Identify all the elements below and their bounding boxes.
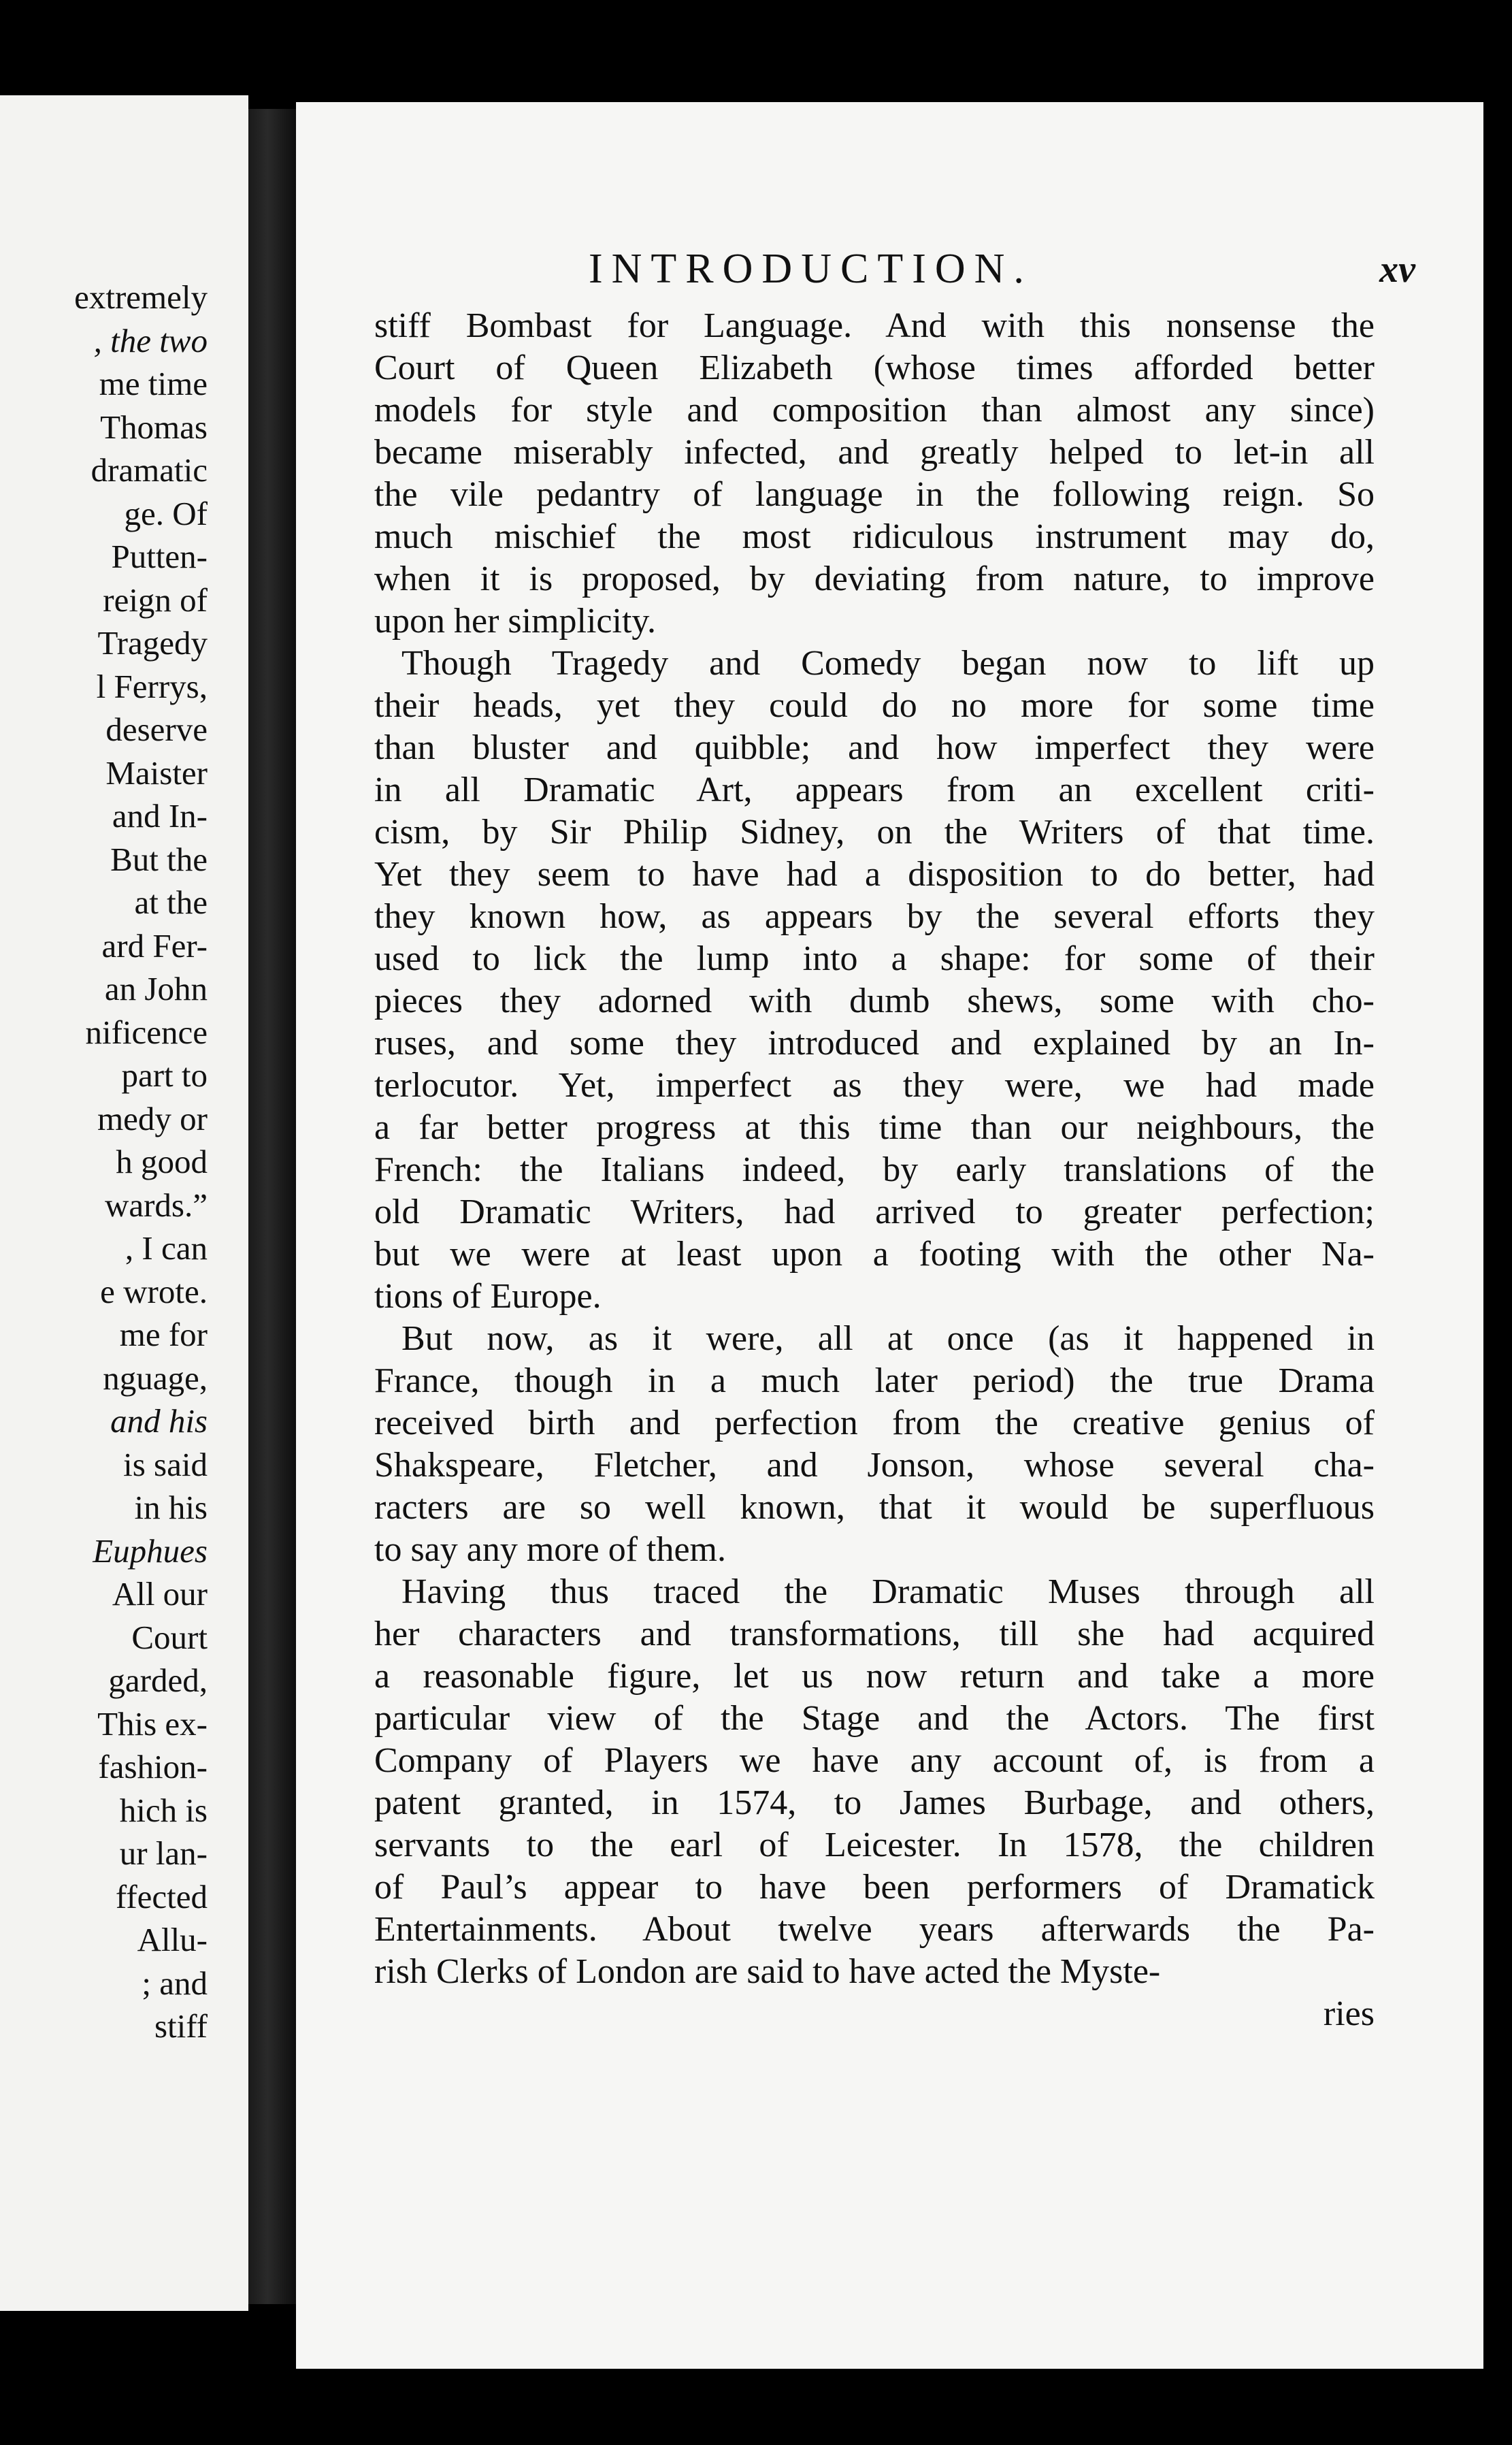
left-page-line: Allu-	[137, 1921, 208, 1958]
left-page-line: me time	[99, 365, 208, 402]
text-line: became miserably infected, and greatly helped to let-in all	[374, 433, 1375, 472]
text-line: servants to the earl of Leicester. In 1578, the children	[374, 1826, 1375, 1864]
text-line: But now, as it were, all at once (as it happened in	[401, 1319, 1375, 1358]
paragraph	[374, 643, 1375, 1318]
left-page-line: and In-	[112, 797, 208, 835]
text-line: Yet they seem to have had a disposition to do better, had	[374, 855, 1375, 894]
text-line: to say any more of them.	[374, 1530, 726, 1569]
left-page-text	[0, 276, 208, 2048]
text-line: terlocutor. Yet, imperfect as they were, we had made	[374, 1066, 1375, 1105]
text-line: in all Dramatic Art, appears from an excellent criti-	[374, 771, 1375, 809]
left-page-line: nificence	[85, 1013, 208, 1051]
catchword: ries	[1323, 1994, 1375, 2033]
text-line: France, though in a much later period) the true Drama	[374, 1361, 1375, 1400]
left-page-line: garded,	[108, 1662, 208, 1699]
text-line: they known how, as appears by the several efforts they	[374, 897, 1375, 936]
left-page-line: h good	[116, 1143, 208, 1180]
left-page-line: Maister	[105, 754, 208, 792]
text-line: racters are so well known, that it would be superfluous	[374, 1488, 1375, 1527]
left-page-line: Thomas	[100, 408, 208, 446]
text-line: than bluster and quibble; and how imperfect they were	[374, 728, 1375, 767]
left-page-line: ur lan-	[119, 1834, 208, 1872]
left-page-line: ; and	[142, 1964, 208, 2002]
left-page-line: ffected	[115, 1877, 208, 1915]
left-page-line: stiff	[154, 2007, 208, 2045]
running-title: INTRODUCTION.	[589, 246, 1033, 292]
text-line: much mischief the most ridiculous instrument may do,	[374, 517, 1375, 556]
left-page-line: deserve	[105, 711, 208, 748]
text-line: stiff Bombast for Language. And with this nonsense the	[374, 306, 1375, 345]
text-line: Shakspeare, Fletcher, and Jonson, whose several cha-	[374, 1446, 1375, 1485]
left-page-line: medy or	[97, 1099, 208, 1137]
text-line: patent granted, in 1574, to James Burbage, and others,	[374, 1783, 1375, 1822]
paragraph	[374, 1571, 1375, 1993]
left-page-line: reign of	[103, 581, 208, 619]
left-page-line: Putten-	[111, 538, 208, 575]
text-line: particular view of the Stage and the Actors. The first	[374, 1699, 1375, 1738]
left-page-line: fashion-	[98, 1748, 208, 1785]
left-page-line: and his	[110, 1402, 208, 1440]
text-line: old Dramatic Writers, had arrived to greater perfection;	[374, 1193, 1375, 1231]
paragraph	[374, 305, 1375, 643]
left-page-line: is said	[123, 1445, 208, 1483]
text-line: received birth and perfection from the creative genius of	[374, 1404, 1375, 1442]
left-page-line: extremely	[74, 278, 208, 316]
left-page-line: , I can	[125, 1229, 208, 1267]
left-page-line: , the two	[93, 321, 208, 359]
text-line: the vile pedantry of language in the following reign. So	[374, 475, 1375, 514]
left-page-line: dramatic	[91, 451, 208, 489]
left-page-line: l Ferrys,	[96, 667, 208, 705]
left-page-line: But the	[110, 840, 208, 878]
text-line: Though Tragedy and Comedy began now to lift up	[401, 644, 1375, 683]
left-page-line: e wrote.	[100, 1272, 208, 1310]
text-line: a reasonable figure, let us now return and take a more	[374, 1657, 1375, 1696]
text-line: Having thus traced the Dramatic Muses through all	[401, 1572, 1375, 1611]
left-page-line: in his	[134, 1489, 208, 1526]
right-page	[296, 102, 1483, 2369]
left-page-line: This ex-	[97, 1704, 208, 1743]
left-page-fragment	[0, 95, 248, 2311]
text-line: cism, by Sir Philip Sidney, on the Writers of that time.	[374, 813, 1375, 852]
left-page-line: ge. Of	[124, 494, 208, 532]
text-line: Company of Players we have any account of, is from a	[374, 1741, 1375, 1780]
text-line: pieces they adorned with dumb shews, some with cho-	[374, 982, 1375, 1020]
book-spine-shadow	[248, 109, 296, 2304]
left-page-line: Tragedy	[97, 624, 208, 662]
left-page-line: ard Fer-	[101, 926, 208, 965]
text-line: upon her simplicity.	[374, 602, 657, 641]
body-text	[374, 305, 1375, 2035]
text-line: ruses, and some they introduced and explained by an In-	[374, 1024, 1375, 1063]
text-line: when it is proposed, by deviating from nature, to improve	[374, 560, 1375, 598]
left-page-line: part to	[121, 1056, 208, 1094]
text-line: used to lick the lump into a shape: for some of their	[374, 939, 1375, 978]
text-line: of Paul’s appear to have been performers of Dramatick	[374, 1868, 1375, 1907]
text-line: models for style and composition than almost any since)	[374, 391, 1375, 430]
left-page-line: nguage,	[103, 1359, 208, 1397]
text-line: her characters and transformations, till she had acquired	[374, 1615, 1375, 1653]
text-line: Court of Queen Elizabeth (whose times afforded better	[374, 349, 1375, 387]
text-line: a far better progress at this time than our neighbours, the	[374, 1108, 1375, 1147]
text-line: Entertainments. About twelve years afterwards the Pa-	[374, 1910, 1375, 1949]
left-page-line: Court	[131, 1618, 208, 1656]
left-page-line: an John	[104, 970, 208, 1007]
paragraph	[374, 1318, 1375, 1571]
text-line: but we were at least upon a footing with the other Na-	[374, 1235, 1375, 1274]
page-number: xv	[1379, 248, 1415, 291]
running-head	[296, 245, 1483, 299]
text-line: French: the Italians indeed, by early translations of the	[374, 1150, 1375, 1189]
left-page-line: me for	[119, 1316, 208, 1353]
left-page-line: Euphues	[93, 1532, 208, 1570]
text-line: tions of Europe.	[374, 1277, 602, 1316]
text-line: rish Clerks of London are said to have acted the Myste-	[374, 1952, 1161, 1991]
left-page-line: All our	[112, 1575, 208, 1613]
left-page-line: wards.”	[104, 1186, 208, 1224]
left-page-line: at the	[134, 884, 208, 921]
left-page-line: hich is	[119, 1791, 208, 1829]
text-line: their heads, yet they could do no more for some time	[374, 686, 1375, 725]
